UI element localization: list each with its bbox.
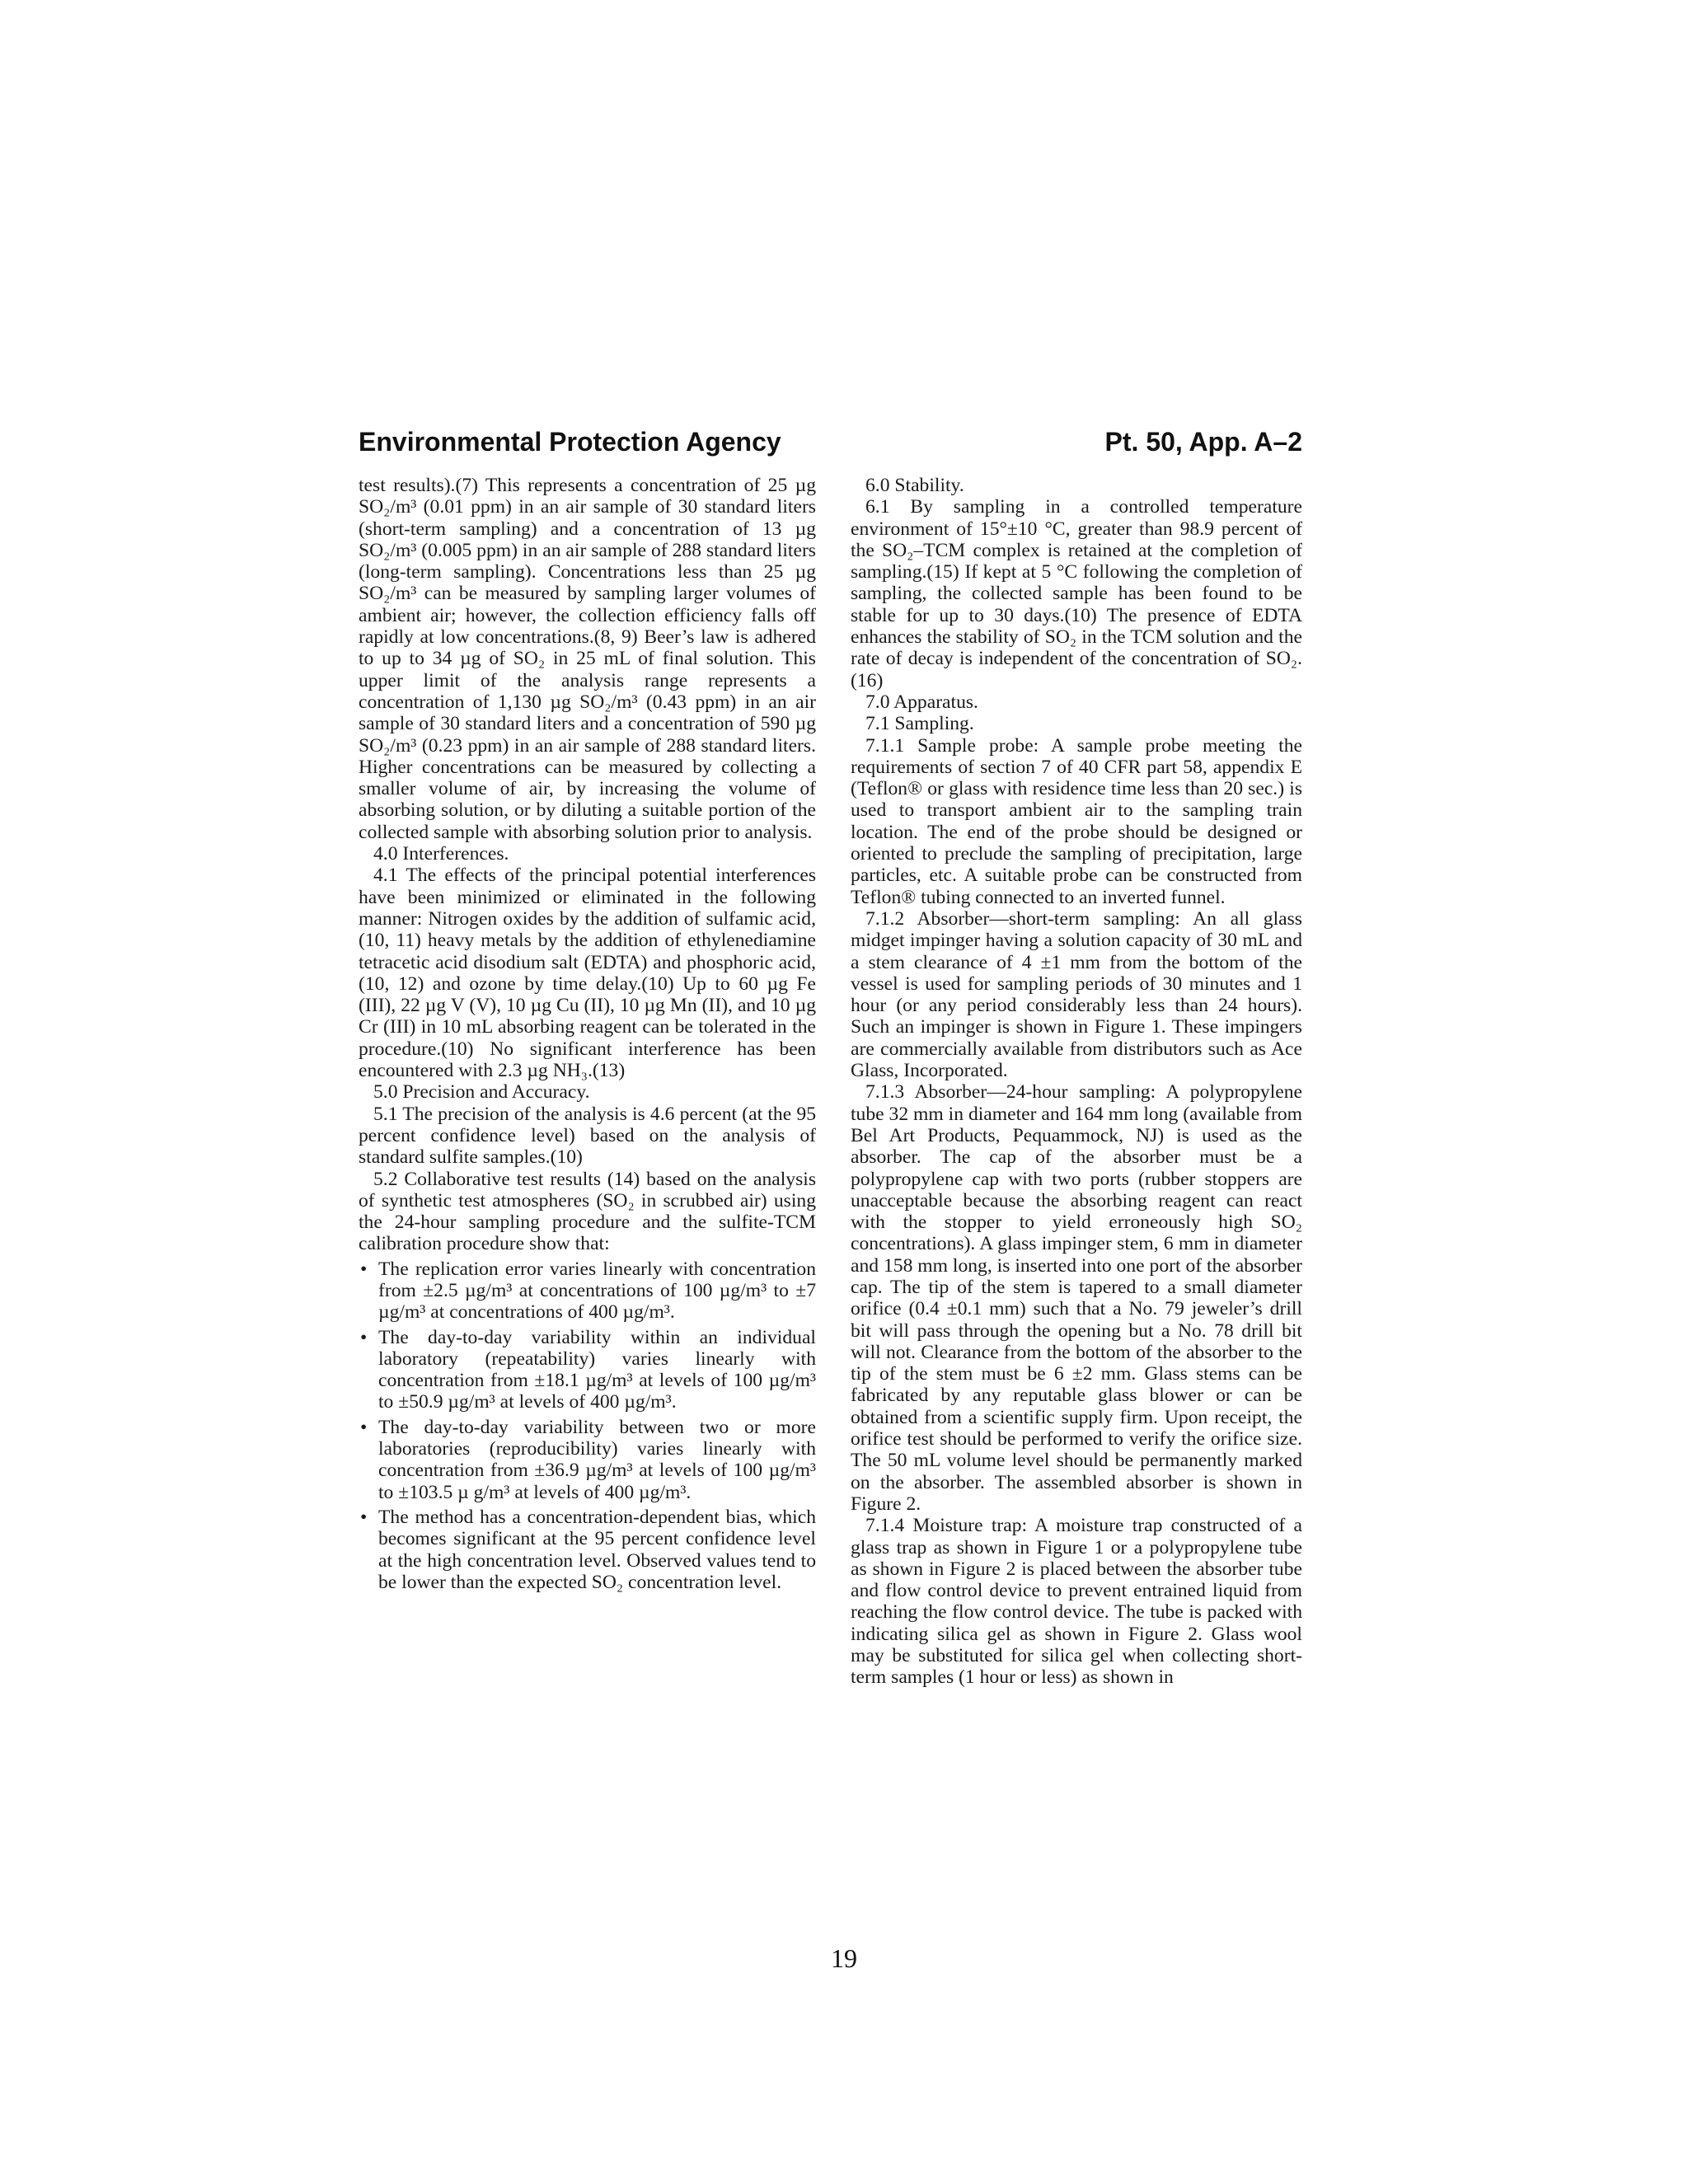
list-item	[359, 1417, 816, 1503]
heading-7-1: 7.1 Sampling.	[865, 713, 974, 735]
paragraph-3-continued: test results).(7) This represents a concentration of 25 µg SO₂/m³ (0.01 ppm) in an air sample of 30 standard liters (short-term sampling) and a concentration of 13 µg SO₂/m³ (0.005 ppm) in an air sample of 288 standard liters (long-term sampling). Concentrations less than 25 µg SO₂/m³ can be measured by sampling larger volumes of ambient air; however, the collection efficiency falls off rapidly at low concentrations.(8, 9) Beer’s law is adhered to up to 34 µg of SO₂ in 25 mL of final solution. This upper limit of the analysis range represents a concentration of 1,130 µg SO₂/m³ (0.43 ppm) in an air sample of 30 standard liters and a concentration of 590 µg SO₂/m³ (0.23 ppm) in an air sample of 288 standard liters. Higher concentrations can be measured by collecting a smaller volume of air, by increasing the volume of absorbing solution, or by diluting a suitable portion of the collected sample with absorbing solution prior to analysis.	[359, 475, 816, 843]
paragraph-5-2: 5.2 Collaborative test results (14) based on the analysis of synthetic test atmospheres (SO₂ in scrubbed air) using the 24-hour sampling procedure and the sulfite-TCM calibration procedure show that:	[359, 1168, 816, 1255]
heading-5-0: 5.0 Precision and Accuracy.	[373, 1081, 590, 1104]
collaborative-results-list	[359, 1258, 816, 1593]
paragraph-5-1: 5.1 The precision of the analysis is 4.6 percent (at the 95 percent confidence level) based on the analysis of standard sulfite samples.(10)	[359, 1103, 816, 1169]
list-item-text: The replication error varies linearly with concentration from ±2.5 µg/m³ at concentrations of 100 µg/m³ to ±7 µg/m³ at concentrations of 400 µg/m³.	[378, 1258, 816, 1324]
list-item-text: The day-to-day variability within an individual laboratory (repeatability) varies linearly with concentration from ±18.1 µg/m³ at levels of 100 µg/m³ to ±50.9 µg/m³ at levels of 400 µg/m³.	[378, 1326, 816, 1413]
section-reference: Pt. 50, App. A–2	[1104, 427, 1302, 457]
heading-7-0: 7.0 Apparatus.	[865, 691, 978, 713]
list-item	[359, 1507, 816, 1593]
heading-4-0: 4.0 Interferences.	[373, 843, 509, 865]
page-number: 19	[831, 1943, 857, 1973]
agency-header: Environmental Protection Agency	[359, 427, 781, 457]
list-item-text: The method has a concentration-dependent bias, which becomes significant at the 95 percent confidence level at the high concentration level. Observed values tend to be lower than the expected SO₂ concentration level.	[378, 1506, 816, 1593]
right-column	[851, 475, 1302, 1689]
list-item-text: The day-to-day variability between two or more laboratories (reproducibility) varies linearly with concentration from ±36.9 µg/m³ at levels of 100 µg/m³ to ±103.5 µ g/m³ at levels of 400 µg/m³.	[378, 1416, 816, 1503]
bullet-icon: •	[360, 1326, 368, 1348]
list-item	[359, 1327, 816, 1413]
paragraph-6-1: 6.1 By sampling in a controlled temperature environment of 15°±10 °C, greater than 98.9 percent of the SO₂–TCM complex is retained at the completion of sampling.(15) If kept at 5 °C following the completion of sampling, the collected sample has been found to be stable for up to 30 days.(10) The presence of EDTA enhances the stability of SO₂ in the TCM solution and the rate of decay is independent of the concentration of SO₂.(16)	[851, 496, 1302, 691]
paragraph-7-1-1: 7.1.1 Sample probe: A sample probe meeting the requirements of section 7 of 40 CFR part 58, appendix E (Teflon® or glass with residence time less than 20 sec.) is used to transport ambient air to the sampling train location. The end of the probe should be designed or oriented to preclude the sampling of precipitation, large particles, etc. A suitable probe can be constructed from Teflon® tubing connected to an inverted funnel.	[851, 734, 1302, 908]
paragraph-7-1-2: 7.1.2 Absorber—short-term sampling: An all glass midget impinger having a solution capacity of 30 mL and a stem clearance of 4 ±1 mm from the bottom of the vessel is used for sampling periods of 30 minutes and 1 hour (or any period considerably less than 24 hours). Such an impinger is shown in Figure 1. These impingers are commercially available from distributors such as Ace Glass, Incorporated.	[851, 907, 1302, 1082]
paragraph-4-1: 4.1 The effects of the principal potential interferences have been minimized or eliminated in the following manner: Nitrogen oxides by the addition of sulfamic acid,(10, 11) heavy metals by the addition of ethylenediamine tetracetic acid disodium salt (EDTA) and phosphoric acid,(10, 12) and ozone by time delay.(10) Up to 60 µg Fe (III), 22 µg V (V), 10 µg Cu (II), 10 µg Mn (II), and 10 µg Cr (III) in 10 mL absorbing reagent can be tolerated in the procedure.(10) No significant interference has been encountered with 2.3 µg NH₃.(13)	[359, 865, 816, 1082]
heading-6-0: 6.0 Stability.	[865, 475, 964, 496]
paragraph-7-1-4: 7.1.4 Moisture trap: A moisture trap constructed of a glass trap as shown in Figure 1 or a polypropylene tube as shown in Figure 2 is placed between the absorber tube and flow control device to prevent entrained liquid from reaching the flow control device. The tube is packed with indicating silica gel as shown in Figure 2. Glass wool may be substituted for silica gel when collecting short-term samples (1 hour or less) as shown in	[851, 1515, 1302, 1689]
bullet-icon: •	[360, 1258, 368, 1280]
paragraph-7-1-3: 7.1.3 Absorber—24-hour sampling: A polypropylene tube 32 mm in diameter and 164 mm long (available from Bel Art Products, Pequammock, NJ) is used as the absorber. The cap of the absorber must be a polypropylene cap with two ports (rubber stoppers are unacceptable because the absorbing reagent can react with the stopper to yield erroneously high SO₂ concentrations). A glass impinger stem, 6 mm in diameter and 158 mm long, is inserted into one port of the absorber cap. The tip of the stem is tapered to a small diameter orifice (0.4 ±0.1 mm) such that a No. 79 jeweler’s drill bit will pass through the opening but a No. 78 drill bit will not. Clearance from the bottom of the absorber to the tip of the stem must be 6 ±2 mm. Glass stems can be fabricated by any reputable glass blower or can be obtained from a scientific supply firm. Upon receipt, the orifice test should be performed to verify the orifice size. The 50 mL volume level should be permanently marked on the absorber. The assembled absorber is shown in Figure 2.	[851, 1081, 1302, 1515]
left-column	[359, 475, 816, 1593]
bullet-icon: •	[360, 1506, 368, 1528]
bullet-icon: •	[360, 1416, 368, 1438]
list-item	[359, 1258, 816, 1324]
